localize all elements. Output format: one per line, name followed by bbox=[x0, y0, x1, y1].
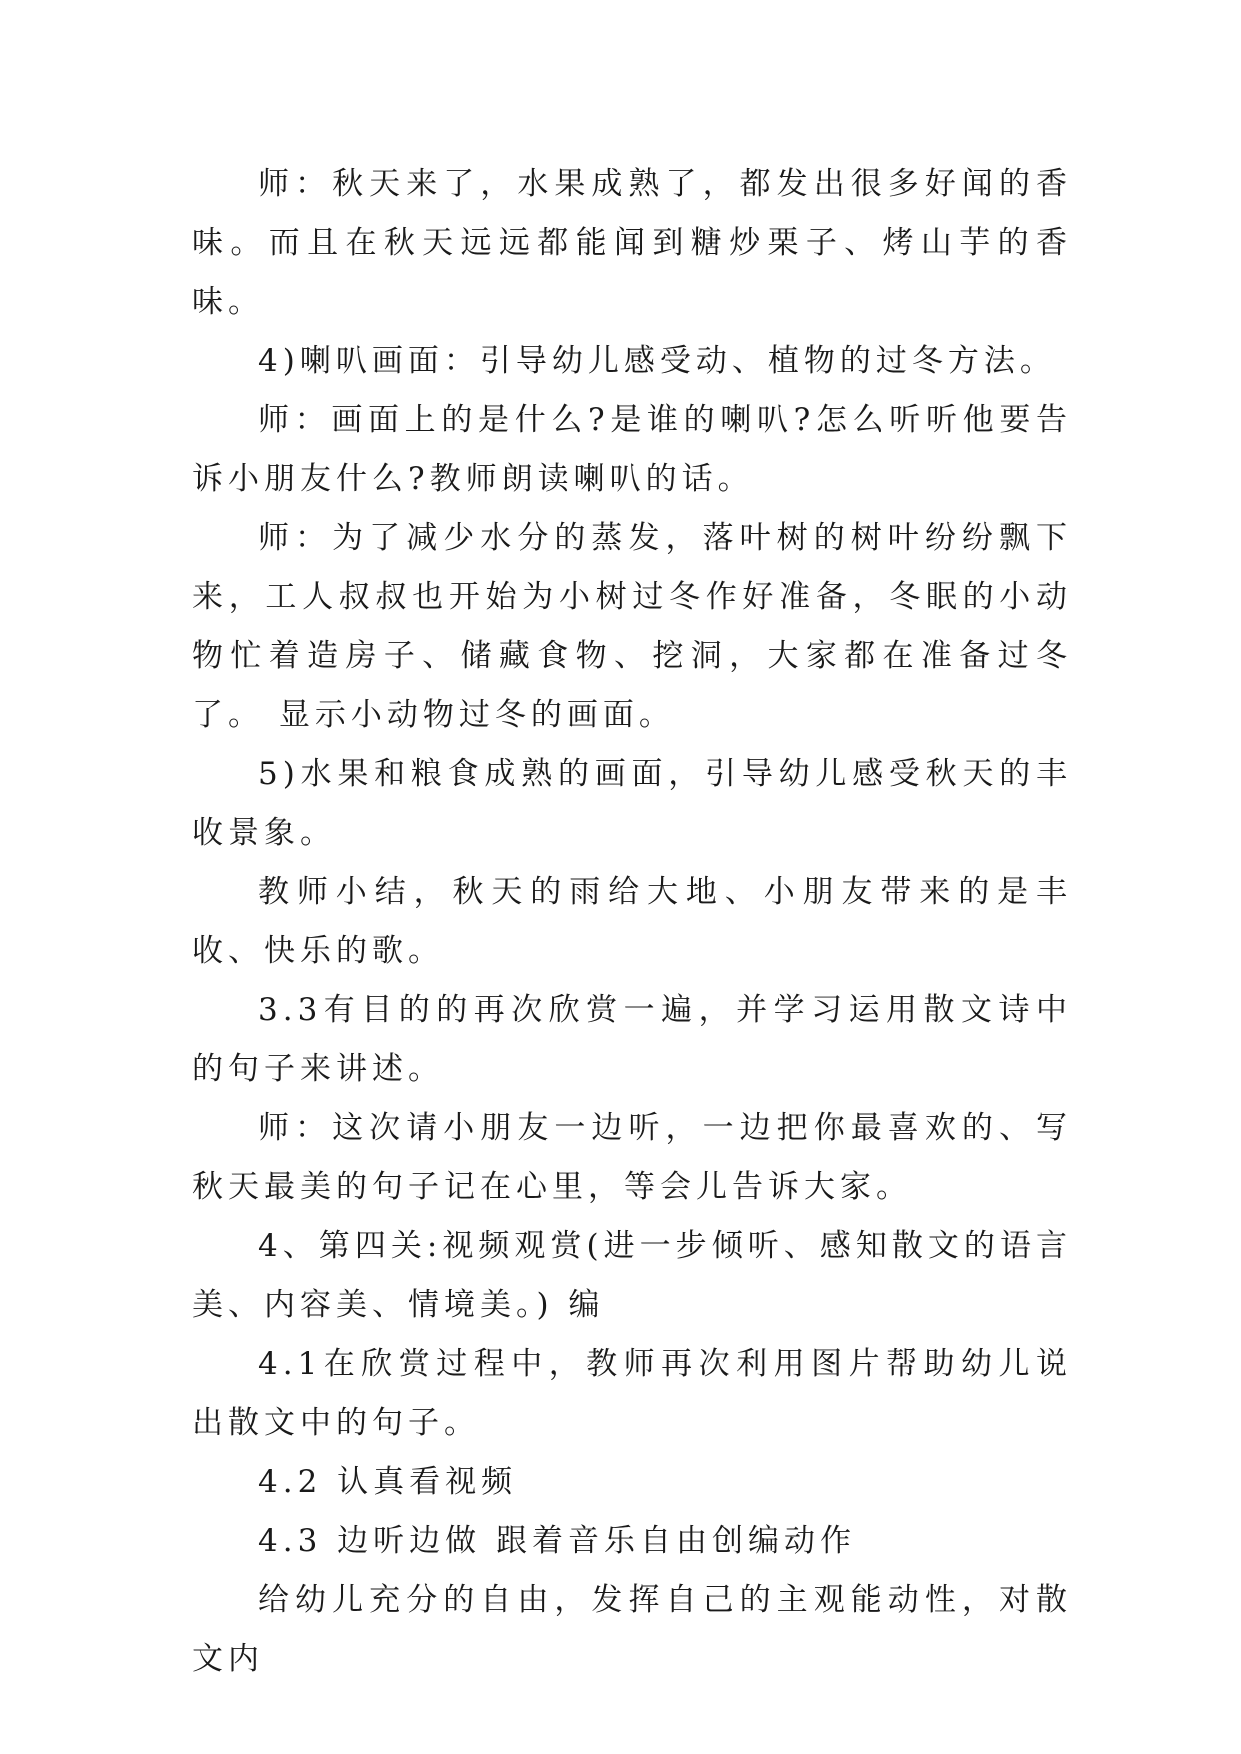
paragraph: 教师小结，秋天的雨给大地、小朋友带来的是丰收、快乐的歌。 bbox=[192, 874, 1072, 969]
document-body bbox=[192, 155, 1072, 1689]
paragraph: 4.3 边听边做 跟着音乐自由创编动作 bbox=[258, 1523, 857, 1559]
paragraph: 4、第四关:视频观赏(进一步倾听、感知散文的语言美、内容美、情境美。) 编 bbox=[192, 1228, 1072, 1323]
paragraph: 师：画面上的是什么?是谁的喇叭?怎么听听他要告诉小朋友什么?教师朗读喇叭的话。 bbox=[192, 402, 1072, 497]
paragraph: 5)水果和粮食成熟的画面，引导幼儿感受秋天的丰收景象。 bbox=[192, 756, 1072, 851]
paragraph: 4)喇叭画面：引导幼儿感受动、植物的过冬方法。 bbox=[258, 343, 1056, 379]
paragraph: 4.2 认真看视频 bbox=[258, 1464, 518, 1500]
paragraph: 3.3有目的的再次欣赏一遍，并学习运用散文诗中的句子来讲述。 bbox=[192, 992, 1072, 1087]
paragraph: 4.1在欣赏过程中，教师再次利用图片帮助幼儿说出散文中的句子。 bbox=[192, 1346, 1072, 1441]
paragraph: 师：为了减少水分的蒸发，落叶树的树叶纷纷飘下来，工人叔叔也开始为小树过冬作好准备，冬眠的小动物忙着造房子、储藏食物、挖洞，大家都在准备过冬了。 显示小动物过冬的画面。 bbox=[192, 520, 1072, 733]
paragraph: 师：这次请小朋友一边听，一边把你最喜欢的、写秋天最美的句子记在心里，等会儿告诉大家。 bbox=[192, 1110, 1072, 1205]
paragraph: 师：秋天来了，水果成熟了，都发出很多好闻的香味。而且在秋天远远都能闻到糖炒栗子、烤山芋的香味。 bbox=[192, 166, 1072, 320]
paragraph: 给幼儿充分的自由，发挥自己的主观能动性，对散文内 bbox=[192, 1582, 1072, 1677]
